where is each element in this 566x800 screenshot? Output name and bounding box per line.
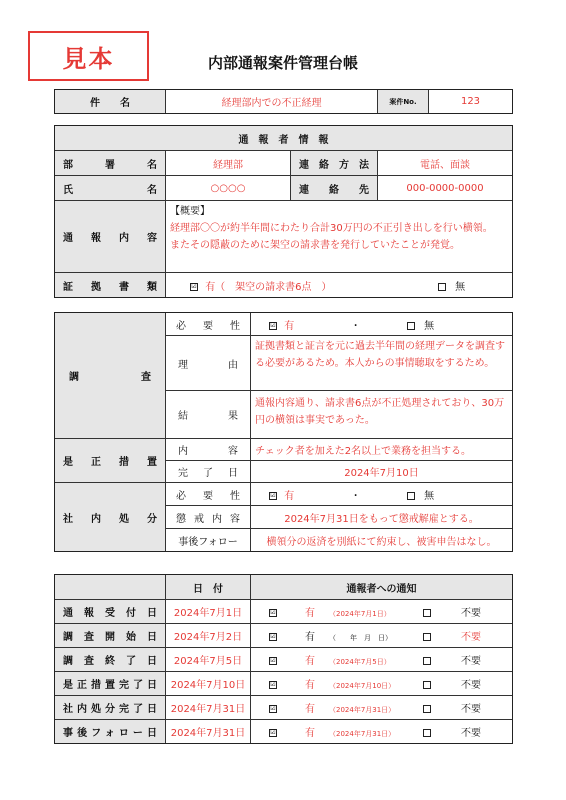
contact-label: 連絡先 xyxy=(291,176,378,201)
name-value: ○○○○ xyxy=(166,176,291,201)
evidence-value xyxy=(166,273,513,298)
notify-date-note: （2024年7月31日） xyxy=(329,706,396,714)
notify-yes-checkbox[interactable]: ☑ xyxy=(270,705,276,712)
notify-date-note: （2024年7月5日） xyxy=(329,658,391,666)
correction-label: 是正措置 xyxy=(55,439,166,483)
investigation-need-label: 必要性 xyxy=(166,313,251,336)
notify-yes-checkbox[interactable]: ☑ xyxy=(270,609,276,616)
notify-no-checkbox[interactable] xyxy=(423,609,431,617)
method-value: 電話、面談 xyxy=(378,151,513,176)
schedule-row-notify xyxy=(251,600,513,624)
notify-yes-text: 有 xyxy=(305,632,315,643)
evidence-no-checkbox[interactable] xyxy=(438,283,446,291)
notify-header: 通報者への通知 xyxy=(251,575,513,600)
notify-date-note: （ 年 月 日） xyxy=(329,634,392,642)
notify-yes-checkbox[interactable]: ☑ xyxy=(270,681,276,688)
discipline-follow-label: 事後フォロー xyxy=(166,529,251,552)
discipline-yes-checkbox[interactable]: ☑ xyxy=(270,491,276,499)
investigation-yes-text: 有 xyxy=(284,320,295,332)
sample-stamp: 見本 xyxy=(28,31,149,81)
schedule-row-date: 2024年7月5日 xyxy=(166,648,251,672)
schedule-row-date: 2024年7月2日 xyxy=(166,624,251,648)
notify-yes-text: 有 xyxy=(305,704,315,715)
notify-no-text: 不要 xyxy=(461,704,481,715)
investigation-dot: ・ xyxy=(350,320,361,332)
content-line-1: 経理部〇〇が約半年間にわたり合計30万円の不正引き出しを行い横領。 xyxy=(170,223,493,234)
notify-no-text: 不要 xyxy=(461,608,481,619)
table-row xyxy=(55,672,513,696)
evidence-no-text: 無 xyxy=(455,281,466,293)
notify-no-text: 不要 xyxy=(461,680,481,691)
notify-date-note: （2024年7月1日） xyxy=(329,610,391,618)
notify-yes-checkbox[interactable]: ☑ xyxy=(270,729,276,736)
contact-value: 000-0000-0000 xyxy=(378,176,513,201)
investigation-result-value: 通報内容通り、請求書6点が不正処理されており、30万円の横領は事実であった。 xyxy=(251,391,513,439)
schedule-row-date: 2024年7月1日 xyxy=(166,600,251,624)
notify-yes-text: 有 xyxy=(305,680,315,691)
notify-no-checkbox[interactable] xyxy=(423,657,431,665)
table-row xyxy=(55,624,513,648)
table-row xyxy=(55,696,513,720)
notify-date-note: （2024年7月10日） xyxy=(329,682,396,690)
dept-label: 部署名 xyxy=(55,151,166,176)
schedule-row-date: 2024年7月10日 xyxy=(166,672,251,696)
evidence-label: 証拠書類 xyxy=(55,273,166,298)
content-value xyxy=(166,201,513,273)
notify-no-text: 不要 xyxy=(461,656,481,667)
investigation-need-value xyxy=(251,313,513,336)
schedule-row-date: 2024年7月31日 xyxy=(166,696,251,720)
case-name-value: 経理部内での不正経理 xyxy=(166,90,378,114)
schedule-row-notify xyxy=(251,720,513,744)
investigation-reason-value: 証拠書類と証言を元に過去半年間の経理データを調査する必要があるため。本人からの事情聴取をするため。 xyxy=(251,336,513,391)
notify-no-checkbox[interactable] xyxy=(423,681,431,689)
notify-yes-text: 有 xyxy=(305,608,315,619)
schedule-row-label: 調査開始日 xyxy=(55,624,166,648)
notify-no-text: 不要 xyxy=(461,632,481,643)
correction-done-value: 2024年7月10日 xyxy=(251,461,513,483)
discipline-label: 社内処分 xyxy=(55,483,166,552)
case-no-value: 123 xyxy=(429,90,513,114)
discipline-need-value xyxy=(251,483,513,506)
correction-content-value: チェック者を加えた2名以上で業務を担当する。 xyxy=(251,439,513,461)
correction-done-label: 完了日 xyxy=(166,461,251,483)
evidence-yes-text: 有（ 架空の請求書6点 ） xyxy=(205,281,332,293)
method-label: 連絡方法 xyxy=(291,151,378,176)
investigation-reason-label: 理由 xyxy=(166,336,251,391)
evidence-yes-checkbox[interactable]: ☑ xyxy=(191,282,197,290)
investigation-result-label: 結果 xyxy=(166,391,251,439)
discipline-yes-text: 有 xyxy=(284,490,295,502)
notify-yes-text: 有 xyxy=(305,728,315,739)
schedule-row-date: 2024年7月31日 xyxy=(166,720,251,744)
discipline-dot: ・ xyxy=(350,490,361,502)
schedule-row-label: 社内処分完了日 xyxy=(55,696,166,720)
investigation-no-checkbox[interactable] xyxy=(407,322,415,330)
discipline-no-text: 無 xyxy=(424,490,435,502)
date-header: 日 付 xyxy=(166,575,251,600)
content-line-2: またその隠蔽のために架空の請求書を発行していたことが発覚。 xyxy=(170,240,460,251)
discipline-content-label: 懲戒内容 xyxy=(166,506,251,529)
page-title: 内部通報案件管理台帳 xyxy=(207,54,358,72)
dept-value: 経理部 xyxy=(166,151,291,176)
case-name-label: 件 名 xyxy=(55,90,166,114)
schedule-row-label: 調査終了日 xyxy=(55,648,166,672)
table-row xyxy=(55,600,513,624)
discipline-follow-value: 横領分の返済を別紙にて約束し、被害申告はなし。 xyxy=(251,529,513,552)
correction-content-label: 内容 xyxy=(166,439,251,461)
content-title: 【概要】 xyxy=(170,206,210,217)
name-label: 氏名 xyxy=(55,176,166,201)
discipline-no-checkbox[interactable] xyxy=(407,492,415,500)
discipline-content-value: 2024年7月31日をもって懲戒解雇とする。 xyxy=(251,506,513,529)
reporter-info-table xyxy=(54,125,513,298)
table-row xyxy=(55,648,513,672)
investigation-yes-checkbox[interactable]: ☑ xyxy=(270,321,276,329)
schedule-row-label: 通報受付日 xyxy=(55,600,166,624)
case-no-label: 案件No. xyxy=(378,90,429,114)
schedule-corner xyxy=(55,575,166,600)
notify-date-note: （2024年7月31日） xyxy=(329,730,396,738)
investigation-label: 調査 xyxy=(55,313,166,439)
table-row xyxy=(55,720,513,744)
notify-no-text: 不要 xyxy=(461,728,481,739)
notify-yes-text: 有 xyxy=(305,656,315,667)
schedule-row-notify xyxy=(251,624,513,648)
notify-no-checkbox[interactable] xyxy=(423,633,431,641)
schedule-row-notify xyxy=(251,696,513,720)
schedule-row-label: 是正措置完了日 xyxy=(55,672,166,696)
schedule-table xyxy=(54,574,513,744)
investigation-no-text: 無 xyxy=(424,320,435,332)
schedule-row-notify xyxy=(251,672,513,696)
schedule-row-label: 事後フォロー日 xyxy=(55,720,166,744)
content-label: 通報内容 xyxy=(55,201,166,273)
process-table xyxy=(54,312,513,552)
reporter-section-header: 通 報 者 情 報 xyxy=(55,126,513,151)
discipline-need-label: 必要性 xyxy=(166,483,251,506)
notify-no-checkbox[interactable] xyxy=(423,729,431,737)
case-header-table xyxy=(54,89,513,114)
notify-yes-checkbox[interactable]: ☑ xyxy=(270,657,276,664)
schedule-row-notify xyxy=(251,648,513,672)
notify-yes-checkbox[interactable]: ☑ xyxy=(270,633,276,640)
notify-no-checkbox[interactable] xyxy=(423,705,431,713)
